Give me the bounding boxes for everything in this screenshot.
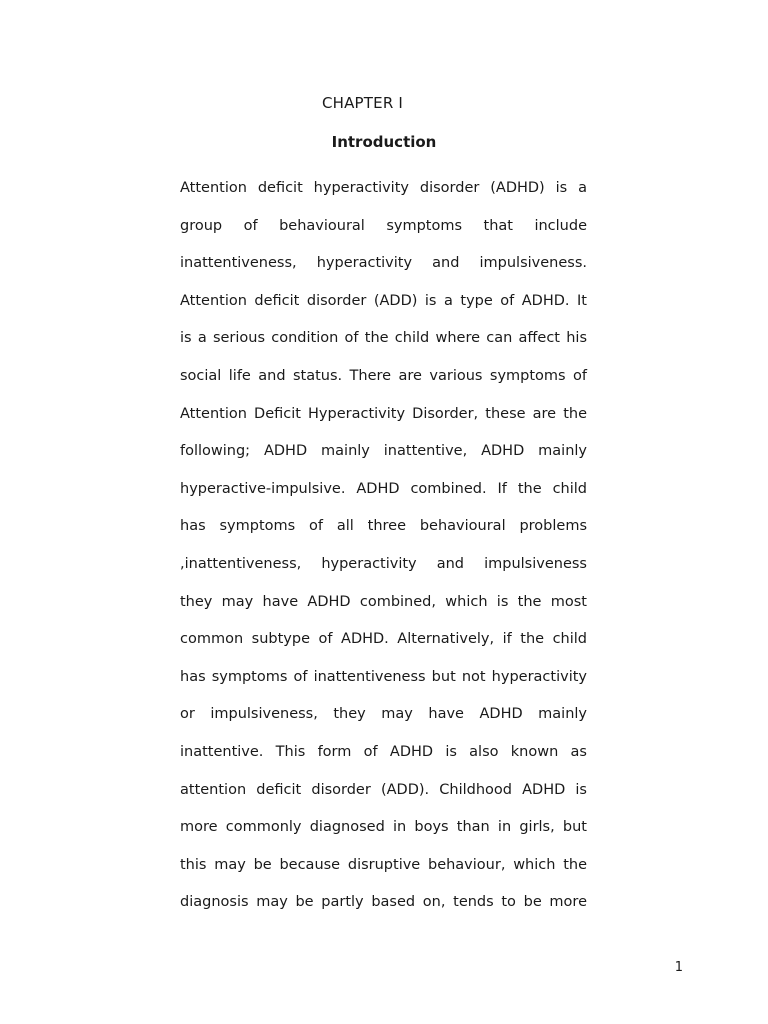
text-line: group of behavioural symptoms that include xyxy=(180,217,587,234)
page-number: 1 xyxy=(674,960,683,975)
text-line: hyperactive-impulsive. ADHD combined. If the child xyxy=(180,480,587,497)
chapter-heading: CHAPTER I xyxy=(321,94,404,112)
text-line: common subtype of ADHD. Alternatively, if the child xyxy=(180,631,587,648)
text-line: inattentive. This form of ADHD is also known as xyxy=(180,743,587,760)
text-line: Attention deficit hyperactivity disorder (ADHD) is a xyxy=(180,180,587,196)
text-line: this may be because disruptive behaviour, which the xyxy=(180,856,587,873)
text-line: they may have ADHD combined, which is the most xyxy=(180,593,587,610)
text-line: or impulsiveness, they may have ADHD mainly xyxy=(180,706,587,723)
text-line: more commonly diagnosed in boys than in girls, but xyxy=(180,819,587,836)
text-line: is a serious condition of the child where can affect his xyxy=(180,330,587,347)
text-line: following; ADHD mainly inattentive, ADHD mainly xyxy=(180,443,587,460)
text-line: Attention deficit disorder (ADD) is a type of ADHD. It xyxy=(180,292,587,309)
text-line: diagnosis may be partly based on, tends to be more xyxy=(180,894,587,911)
text-line: social life and status. There are various symptoms of xyxy=(180,367,587,384)
text-line: Attention Deficit Hyperactivity Disorder, these are the xyxy=(180,405,587,422)
text-line: attention deficit disorder (ADD). Childhood ADHD is xyxy=(180,781,587,798)
section-heading: Introduction xyxy=(331,133,437,151)
text-line: ,inattentiveness, hyperactivity and impulsiveness xyxy=(180,555,587,572)
text-line: inattentiveness, hyperactivity and impulsiveness. xyxy=(180,255,587,272)
body-paragraph xyxy=(180,170,587,922)
text-line: has symptoms of all three behavioural problems xyxy=(180,518,587,535)
text-line: has symptoms of inattentiveness but not hyperactivity xyxy=(180,668,587,685)
